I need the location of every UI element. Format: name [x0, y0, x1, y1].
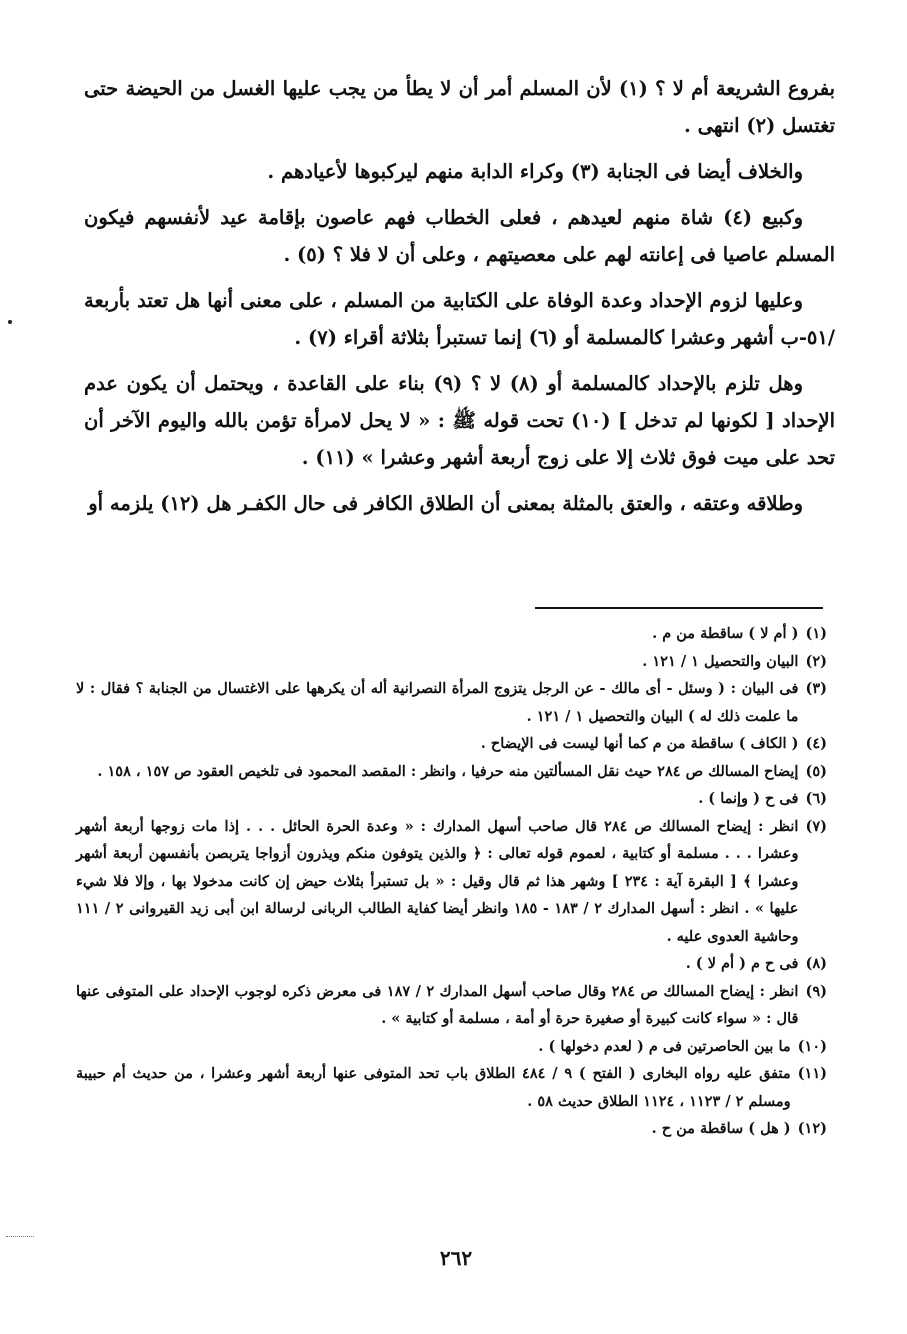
footnote [76, 950, 827, 978]
footnote-number: (٤) [805, 735, 827, 752]
footnote-number: (٧) [805, 817, 827, 835]
footnote-text: متفق عليه رواه البخارى ( الفتح ) ٩ / ٤٨٤ الطلاق باب تحد المتوفى عنها أربعة أشهر وعشرا ، من حديث أم حبيبة ومسلم ٢ / ١١٢٣ ، ١١٢٤ الطلاق حديث ٥٨ . [76, 1065, 791, 1110]
footnote-text: انظر : إيضاح المسالك ص ٢٨٤ قال صاحب أسهل المدارك : « وعدة الحرة الحائل . . . إذا مات زوجها أربعة أشهر وعشرا . . . مسلمة أو كتابية ، لعموم قوله تعالى : ﴿ والذين يتوفون منكم ويذرون أزواجا يتربصن بأنفسهن أربعة أشهر وعشرا ﴾ [ البقرة آية : ٢٣٤ ] وشهر هذا ثم قال وقيل : « بل تستبرأ بثلاث حيض إن كانت مدخولا بها ، وإلا فلا شيء عليها » . انظر : أسهل المدارك ٢ / ١٨٣ - ١٨٥ وانظر أيضا كفاية الطالب الربانى لرسالة ابن أبى زيد القيروانى ٢ / ١١١ وحاشية العدوى عليه . [76, 817, 799, 945]
footnote-text: فى البيان : ( وسئل - أى مالك - عن الرجل يتزوج المرأة النصرانية أله أن يكرهها على الاغتسال من الجنابة ؟ فقال : لا ما علمت ذلك له ) البيان والتحصيل ١ / ١٢١ . [76, 680, 799, 725]
footnote-text: فى ح م ( أم لا ) . [685, 955, 799, 972]
footnote [76, 648, 827, 676]
footnote-text: فى ح ( وإنما ) . [698, 790, 799, 807]
footnote-text: ما بين الحاصرتين فى م ( لعدم دخولها ) . [538, 1037, 791, 1055]
footnote [76, 1060, 827, 1115]
footnote-number: (٢) [805, 652, 827, 670]
margin-mark [6, 1236, 34, 1245]
footnote [76, 758, 827, 786]
footnote [76, 978, 827, 1033]
paragraph: والخلاف أيضا فى الجنابة (٣) وكراء الدابة منهم ليركبوها لأعيادهم . [267, 160, 803, 183]
footnote [76, 1115, 827, 1143]
paragraph: بفروع الشريعة أم لا ؟ (١) لأن المسلم أمر أن لا يطأ من يجب عليها الغسل من الحيضة حتى تغتسل (٢) انتهى . [84, 77, 835, 137]
footnote-number: (٩) [805, 982, 827, 1000]
footnote-number: (٣) [805, 680, 827, 697]
footnote [76, 730, 827, 758]
footnote-text: ( هل ) ساقطة من ح . [651, 1120, 791, 1137]
main-text [84, 70, 835, 531]
footnote-text: ( أم لا ) ساقطة من م . [652, 625, 799, 642]
page-number: ٢٦٢ [439, 1246, 473, 1270]
footnote-text: البيان والتحصيل ١ / ١٢١ . [642, 652, 799, 670]
footnote [76, 785, 827, 813]
footnote-number: (١٢) [797, 1120, 827, 1137]
footnote-number: (٦) [805, 790, 827, 807]
footnote-number: (١١) [797, 1065, 827, 1082]
footnote [76, 1033, 827, 1061]
paragraph: وهل تلزم بالإحداد كالمسلمة أو (٨) لا ؟ (٩) بناء على القاعدة ، ويحتمل أن يكون عدم الإحداد [ لكونها لم تدخل ] (١٠) تحت قوله ﷺ : « لا يحل لامرأة تؤمن بالله واليوم الآخر أن تحد على ميت فوق ثلاث إلا على زوج أربعة أشهر وعشرا » (١١) . [84, 372, 835, 469]
footnote-number: (٨) [805, 955, 827, 972]
footnote-text: إيضاح المسالك ص ٢٨٤ حيث نقل المسألتين منه حرفيا ، وانظر : المقصد المحمود فى تلخيص العقود ص ١٥٧ ، ١٥٨ . [97, 762, 799, 780]
footnote-separator [535, 607, 823, 609]
paragraph: وطلاقه وعتقه ، والعتق بالمثلة بمعنى أن الطلاق الكافر فى حال الكفـر هل (١٢) يلزمه أو [88, 492, 803, 515]
footnote [76, 813, 827, 951]
footnote-text: ( الكاف ) ساقطة من م كما أنها ليست فى الإيضاح . [480, 735, 799, 752]
footnote [76, 675, 827, 730]
footnote [76, 620, 827, 648]
margin-dot [8, 320, 12, 324]
footnote-number: (١٠) [797, 1037, 827, 1055]
footnote-number: (٥) [805, 762, 827, 780]
paragraph: وكبيع (٤) شاة منهم لعيدهم ، فعلى الخطاب فهم عاصون بإقامة عيد لأنفسهم فيكون المسلم عاصيا فى إعانته لهم على معصيتهم ، وعلى أن لا فلا ؟ (٥) . [84, 206, 835, 266]
footnote-number: (١) [805, 625, 827, 642]
footnotes [76, 620, 827, 1143]
footnote-text: انظر : إيضاح المسالك ص ٢٨٤ وقال صاحب أسهل المدارك ٢ / ١٨٧ فى معرض ذكره لوجوب الإحداد على المتوفى عنها قال : « سواء كانت كبيرة أو صغيرة حرة أو أمة ، مسلمة أو كتابية » . [76, 982, 799, 1027]
paragraph: وعليها لزوم الإحداد وعدة الوفاة على الكتابية من المسلم ، على معنى أنها هل تعتد بأربعة /٥١-ب أشهر وعشرا كالمسلمة أو (٦) إنما تستبرأ بثلاثة أقراء (٧) . [84, 289, 835, 349]
